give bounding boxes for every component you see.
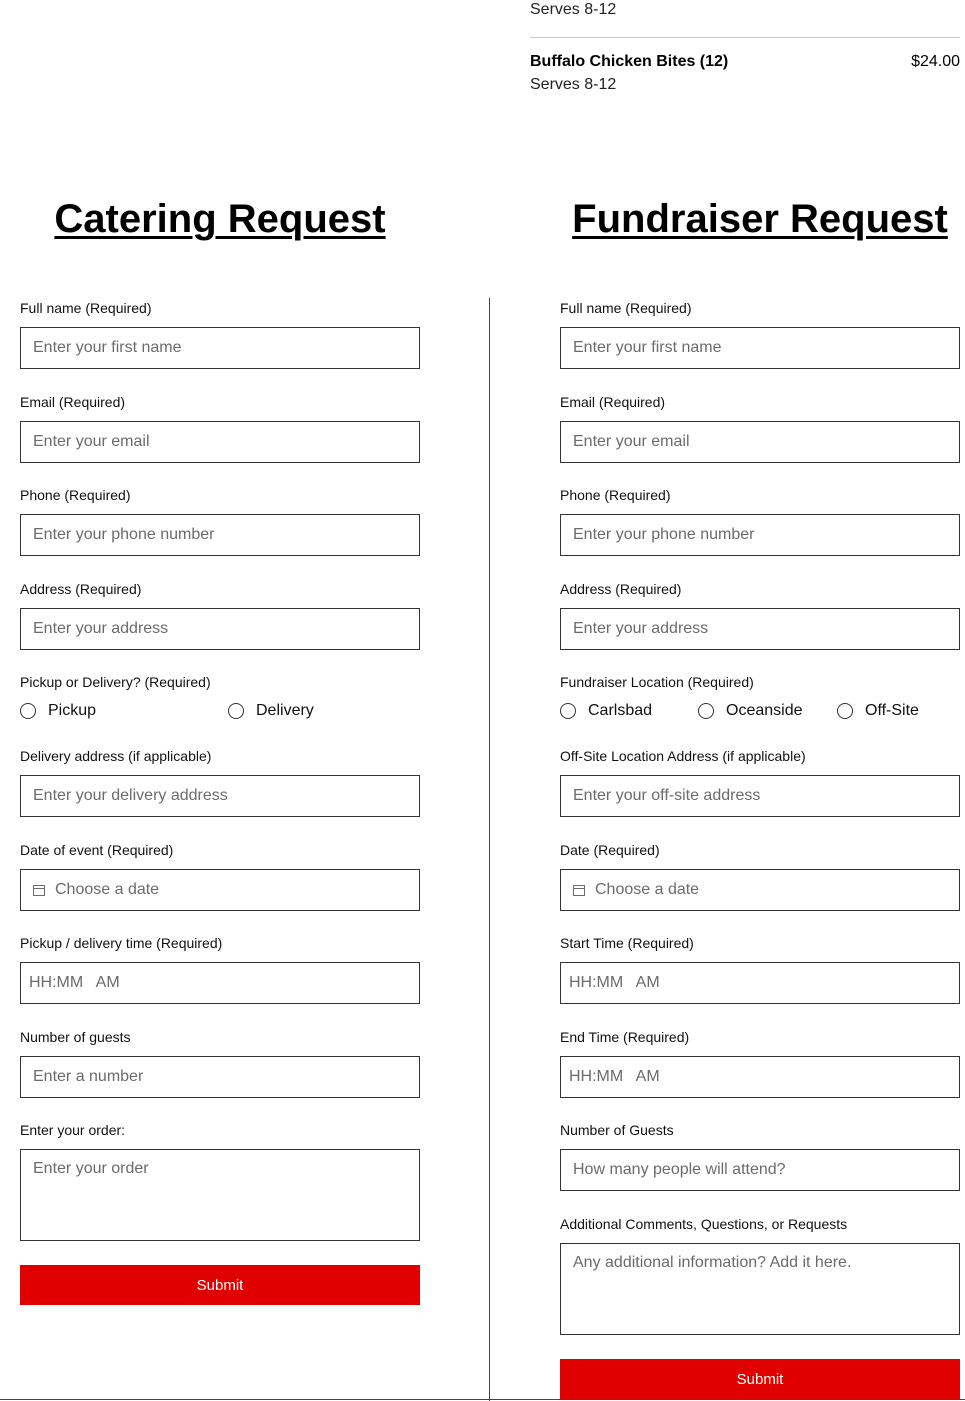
menu-item-name: Buffalo Chicken Bites (12) xyxy=(530,53,729,70)
radio-carlsbad[interactable] xyxy=(560,702,652,720)
fundraiser-guests-field xyxy=(560,1120,960,1191)
catering-date-field xyxy=(20,840,420,911)
catering-delivery-address-input[interactable]: Enter your delivery address xyxy=(20,775,420,817)
catering-time-label: Pickup / delivery time (Required) xyxy=(20,935,223,951)
catering-submit-button[interactable]: Submit xyxy=(20,1265,420,1305)
fundraiser-full-name-label: Full name (Required) xyxy=(560,300,692,316)
catering-pickup-delivery-label: Pickup or Delivery? (Required) xyxy=(20,674,211,690)
fundraiser-date-picker[interactable] xyxy=(560,869,960,911)
radio-circle[interactable] xyxy=(20,703,36,719)
radio-off-site[interactable] xyxy=(837,702,919,720)
radio-circle[interactable] xyxy=(560,703,576,719)
fundraiser-address-label: Address (Required) xyxy=(560,581,682,597)
fundraiser-date-field xyxy=(560,840,960,911)
fundraiser-submit-button[interactable]: Submit xyxy=(560,1359,960,1399)
catering-pickup-delivery-field xyxy=(20,672,420,722)
fundraiser-comments-field xyxy=(560,1214,960,1335)
fundraiser-date-placeholder: Choose a date xyxy=(595,881,700,898)
bottom-divider xyxy=(0,1399,965,1400)
catering-phone-input[interactable]: Enter your phone number xyxy=(20,514,420,556)
catering-date-picker[interactable] xyxy=(20,869,420,911)
catering-address-field xyxy=(20,579,420,650)
catering-guests-field xyxy=(20,1027,420,1098)
fundraiser-offsite-address-input[interactable]: Enter your off-site address xyxy=(560,775,960,817)
catering-email-field xyxy=(20,392,420,463)
catering-time-field xyxy=(20,933,420,1004)
fundraiser-address-input[interactable]: Enter your address xyxy=(560,608,960,650)
catering-address-label: Address (Required) xyxy=(20,581,142,597)
catering-order-field xyxy=(20,1120,420,1241)
radio-oceanside[interactable] xyxy=(698,702,803,720)
catering-phone-field xyxy=(20,485,420,556)
fundraiser-offsite-address-field xyxy=(560,746,960,817)
column-divider xyxy=(489,298,490,1401)
catering-phone-label: Phone (Required) xyxy=(20,487,131,503)
catering-time-input[interactable]: HH:MM AM xyxy=(20,962,420,1004)
fundraiser-location-radios xyxy=(560,702,960,722)
fundraiser-email-label: Email (Required) xyxy=(560,394,666,410)
catering-email-input[interactable]: Enter your email xyxy=(20,421,420,463)
fundraiser-comments-textarea[interactable]: Any additional information? Add it here. xyxy=(560,1243,960,1335)
fundraiser-start-time-field xyxy=(560,933,960,1004)
radio-pickup-label: Pickup xyxy=(48,702,97,719)
fundraiser-end-time-input[interactable]: HH:MM AM xyxy=(560,1056,960,1098)
fundraiser-location-field xyxy=(560,672,960,722)
catering-email-label: Email (Required) xyxy=(20,394,126,410)
fundraiser-phone-label: Phone (Required) xyxy=(560,487,671,503)
fundraiser-email-field xyxy=(560,392,960,463)
calendar-icon xyxy=(33,884,45,896)
catering-date-placeholder: Choose a date xyxy=(55,881,160,898)
catering-date-label: Date of event (Required) xyxy=(20,842,174,858)
fundraiser-end-time-field xyxy=(560,1027,960,1098)
radio-circle[interactable] xyxy=(837,703,853,719)
radio-circle[interactable] xyxy=(228,703,244,719)
catering-title: Catering Request xyxy=(54,197,386,241)
radio-carlsbad-label: Carlsbad xyxy=(588,702,653,719)
fundraiser-start-time-label: Start Time (Required) xyxy=(560,935,694,951)
catering-address-input[interactable]: Enter your address xyxy=(20,608,420,650)
calendar-icon xyxy=(573,884,585,896)
fundraiser-offsite-address-label: Off-Site Location Address (if applicable) xyxy=(560,748,806,764)
menu-item-serves: Serves 8-12 xyxy=(530,76,617,93)
catering-full-name-label: Full name (Required) xyxy=(20,300,152,316)
menu-serves-text: Serves 8-12 xyxy=(530,1,617,18)
catering-order-textarea[interactable]: Enter your order xyxy=(20,1149,420,1241)
fundraiser-location-label: Fundraiser Location (Required) xyxy=(560,674,754,690)
fundraiser-phone-field xyxy=(560,485,960,556)
radio-off-site-label: Off-Site xyxy=(865,702,919,719)
fundraiser-email-input[interactable]: Enter your email xyxy=(560,421,960,463)
radio-oceanside-label: Oceanside xyxy=(726,702,803,719)
fundraiser-address-field xyxy=(560,579,960,650)
radio-circle[interactable] xyxy=(698,703,714,719)
menu-item-price: $24.00 xyxy=(911,53,960,70)
catering-delivery-address-label: Delivery address (if applicable) xyxy=(20,748,212,764)
fundraiser-full-name-field xyxy=(560,298,960,369)
catering-order-label: Enter your order: xyxy=(20,1122,126,1138)
radio-delivery-label: Delivery xyxy=(256,702,314,719)
fundraiser-phone-input[interactable]: Enter your phone number xyxy=(560,514,960,556)
catering-guests-label: Number of guests xyxy=(20,1029,131,1045)
fundraiser-guests-label: Number of Guests xyxy=(560,1122,674,1138)
radio-pickup[interactable] xyxy=(20,702,96,720)
catering-guests-input[interactable]: Enter a number xyxy=(20,1056,420,1098)
fundraiser-date-label: Date (Required) xyxy=(560,842,660,858)
fundraiser-start-time-input[interactable]: HH:MM AM xyxy=(560,962,960,1004)
fundraiser-comments-label: Additional Comments, Questions, or Requests xyxy=(560,1216,848,1232)
fundraiser-guests-input[interactable]: How many people will attend? xyxy=(560,1149,960,1191)
catering-pickup-delivery-radios xyxy=(20,702,420,722)
radio-delivery[interactable] xyxy=(228,702,314,720)
catering-delivery-address-field xyxy=(20,746,420,817)
catering-full-name-field xyxy=(20,298,420,369)
catering-full-name-input[interactable]: Enter your first name xyxy=(20,327,420,369)
menu-divider xyxy=(530,37,960,38)
fundraiser-end-time-label: End Time (Required) xyxy=(560,1029,690,1045)
fundraiser-title: Fundraiser Request xyxy=(572,197,948,241)
fundraiser-full-name-input[interactable]: Enter your first name xyxy=(560,327,960,369)
